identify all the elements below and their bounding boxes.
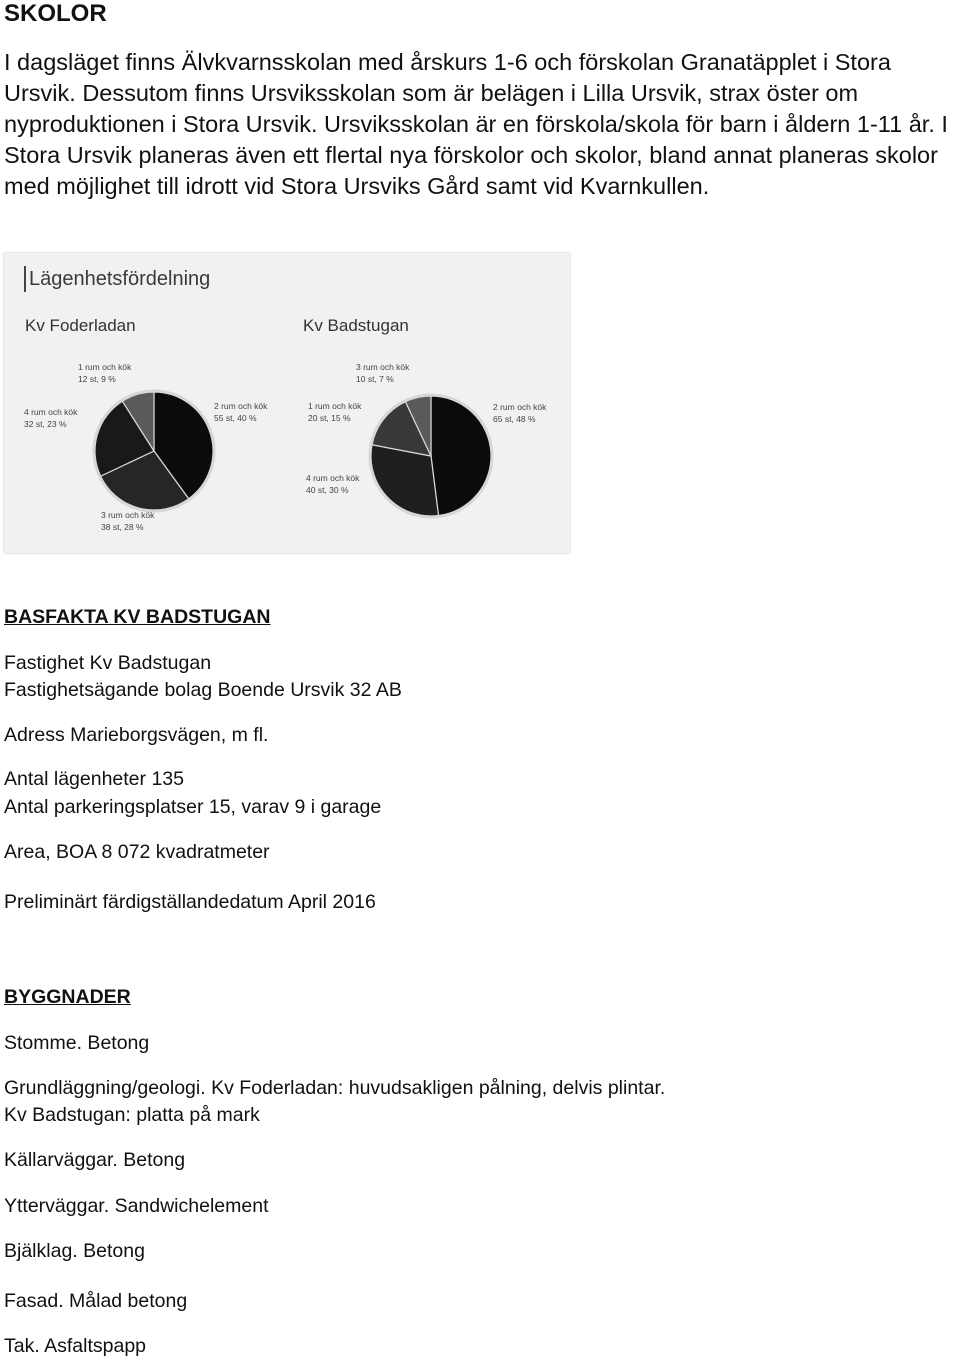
slice-label: 4 rum och kök <box>24 407 78 417</box>
fact-parkering: Antal parkeringsplatser 15, varav 9 i garage <box>4 796 382 818</box>
pie-slice <box>431 396 491 516</box>
slice-label: 3 rum och kök <box>101 510 155 520</box>
fact-bolag: Fastighetsägande bolag Boende Ursvik 32 AB <box>4 679 402 701</box>
fact-datum: Preliminärt färdigställandedatum April 2016 <box>4 891 376 913</box>
slice-value-label: 10 st, 7 % <box>356 374 394 384</box>
fact-fastighet: Fastighet Kv Badstugan <box>4 652 212 674</box>
fact-yttervaggar: Ytterväggar. Sandwichelement <box>4 1195 269 1217</box>
fact-grundlaggning-2: Kv Badstugan: platta på mark <box>4 1104 260 1126</box>
slice-value-label: 40 st, 30 % <box>306 485 349 495</box>
slice-label: 1 rum och kök <box>78 362 132 372</box>
figure-title: Lägenhetsfördelning <box>24 266 210 292</box>
pie-charts <box>4 253 570 553</box>
slice-value-label: 55 st, 40 % <box>214 413 257 423</box>
fact-area: Area, BOA 8 072 kvadratmeter <box>4 841 270 863</box>
slice-label: 3 rum och kök <box>356 362 410 372</box>
fact-bjalklag: Bjälklag. Betong <box>4 1240 145 1262</box>
byggnader-title: BYGGNADER <box>4 986 131 1008</box>
fact-adress: Adress Marieborgsvägen, m fl. <box>4 724 269 746</box>
fact-fasad: Fasad. Målad betong <box>4 1290 188 1312</box>
slice-value-label: 65 st, 48 % <box>493 414 536 424</box>
fact-kallarvaggar: Källarväggar. Betong <box>4 1149 186 1171</box>
apartment-distribution-figure <box>4 253 570 553</box>
basfakta-title: BASFAKTA KV BADSTUGAN <box>4 606 271 628</box>
fact-grundlaggning-1: Grundläggning/geologi. Kv Foderladan: huvudsakligen pålning, delvis plintar. <box>4 1077 666 1099</box>
fact-stomme: Stomme. Betong <box>4 1032 150 1054</box>
slice-label: 2 rum och kök <box>493 402 547 412</box>
slice-value-label: 20 st, 15 % <box>308 413 351 423</box>
intro-paragraph: I dagsläget finns Älvkvarnsskolan med årskurs 1-6 och förskolan Granatäpplet i Stora Ursvik. Dessutom finns Ursviksskolan som är belägen i Lilla Ursvik, strax öster om nyproduktionen i Stora Ursvik. Ursviksskolan är en förskola/skola för barn i åldern 1-11 år. I Stora Ursvik planeras även ett flertal nya förskolor och skolor, bland annat planeras skolor med möjlighet till idrott vid Stora Ursviks Gård samt vid Kvarnkullen. <box>4 49 948 199</box>
slice-value-label: 38 st, 28 % <box>101 522 144 532</box>
slice-label: 2 rum och kök <box>214 401 268 411</box>
chart-title-foderladan: Kv Foderladan <box>25 316 136 335</box>
slice-value-label: 12 st, 9 % <box>78 374 116 384</box>
slice-label: 1 rum och kök <box>308 401 362 411</box>
fact-tak: Tak. Asfaltspapp <box>4 1335 147 1357</box>
chart-title-badstugan: Kv Badstugan <box>303 316 409 335</box>
page-heading: SKOLOR <box>4 0 107 27</box>
fact-lagenheter: Antal lägenheter 135 <box>4 768 184 790</box>
slice-value-label: 32 st, 23 % <box>24 419 67 429</box>
slice-label: 4 rum och kök <box>306 473 360 483</box>
